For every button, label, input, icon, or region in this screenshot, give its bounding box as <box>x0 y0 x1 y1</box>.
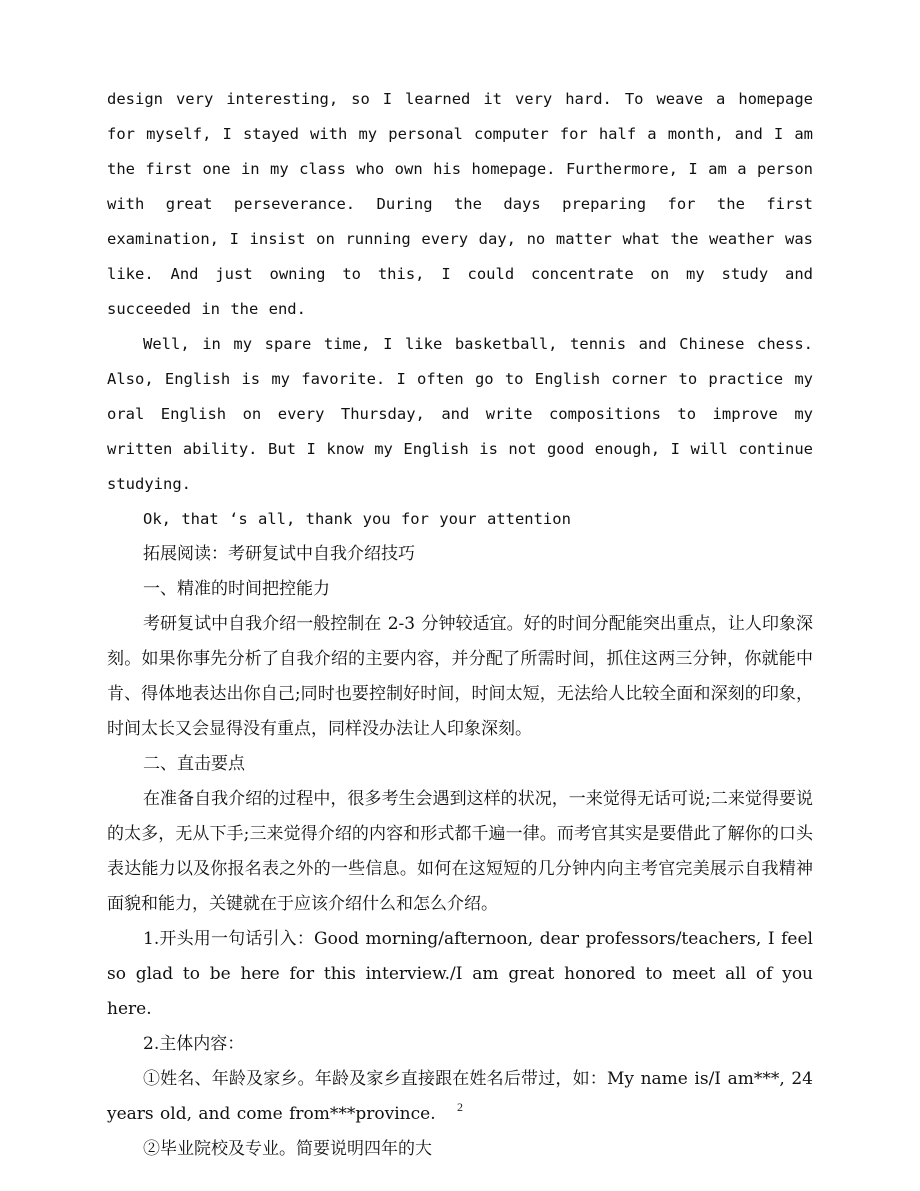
section-heading-key-points: 二、直击要点 <box>143 754 245 774</box>
list-item-school-major: ②毕业院校及专业。简要说明四年的大 <box>143 1139 432 1159</box>
list-item-main-content: 2.主体内容： <box>143 1034 245 1054</box>
section-heading-time-control: 一、精准的时间把控能力 <box>143 579 330 599</box>
paragraph-closing: Ok, that ‘s all, thank you for your attention <box>143 510 571 528</box>
paragraph-spare-time: Well, in my spare time, I like basketball, tennis and Chinese chess. Also, English is my favorite. I often go to English corner to practice my oral English on every Thursday, and write compositions to improve my written ability. But I know my English is not good enough, I will continue studying. <box>107 335 813 493</box>
section-heading-extended-reading: 拓展阅读：考研复试中自我介绍技巧 <box>143 544 415 564</box>
document-page <box>107 82 813 1167</box>
paragraph-key-points: 在准备自我介绍的过程中，很多考生会遇到这样的状况，一来觉得无话可说;二来觉得要说的太多，无从下手;三来觉得介绍的内容和形式都千遍一律。而考官其实是要借此了解你的口头表达能力以及你报名表之外的一些信息。如何在这短短的几分钟内向主考官完美展示自我精神面貌和能力，关键就在于应该介绍什么和怎么介绍。 <box>107 789 813 914</box>
list-item-opening: 1.开头用一句话引入：Good morning/afternoon, dear professors/teachers, I feel so glad to be here for this interview./I am great honored to meet all of you here. <box>107 929 813 1019</box>
paragraph-self-intro-hobbies-1: design very interesting, so I learned it very hard. To weave a homepage for myself, I stayed with my personal computer for half a month, and I am the first one in my class who own his homepage. Furthermore, I am a person with great perseverance. During the days preparing for the first examination, I insist on running every day, no matter what the weather was like. And just owning to this, I could concentrate on my study and succeeded in the end. <box>107 90 813 318</box>
list-item-name-age-hometown: ①姓名、年龄及家乡。年龄及家乡直接跟在姓名后带过，如：My name is/I am***, 24 years old, and come from***province. <box>107 1069 813 1124</box>
paragraph-time-control: 考研复试中自我介绍一般控制在 2-3 分钟较适宜。好的时间分配能突出重点，让人印象深刻。如果你事先分析了自我介绍的主要内容，并分配了所需时间，抓住这两三分钟，你就能中肯、得体地表达出你自己;同时也要控制好时间，时间太短，无法给人比较全面和深刻的印象，时间太长又会显得没有重点，同样没办法让人印象深刻。 <box>107 614 813 739</box>
page-number: 2 <box>457 1100 463 1114</box>
